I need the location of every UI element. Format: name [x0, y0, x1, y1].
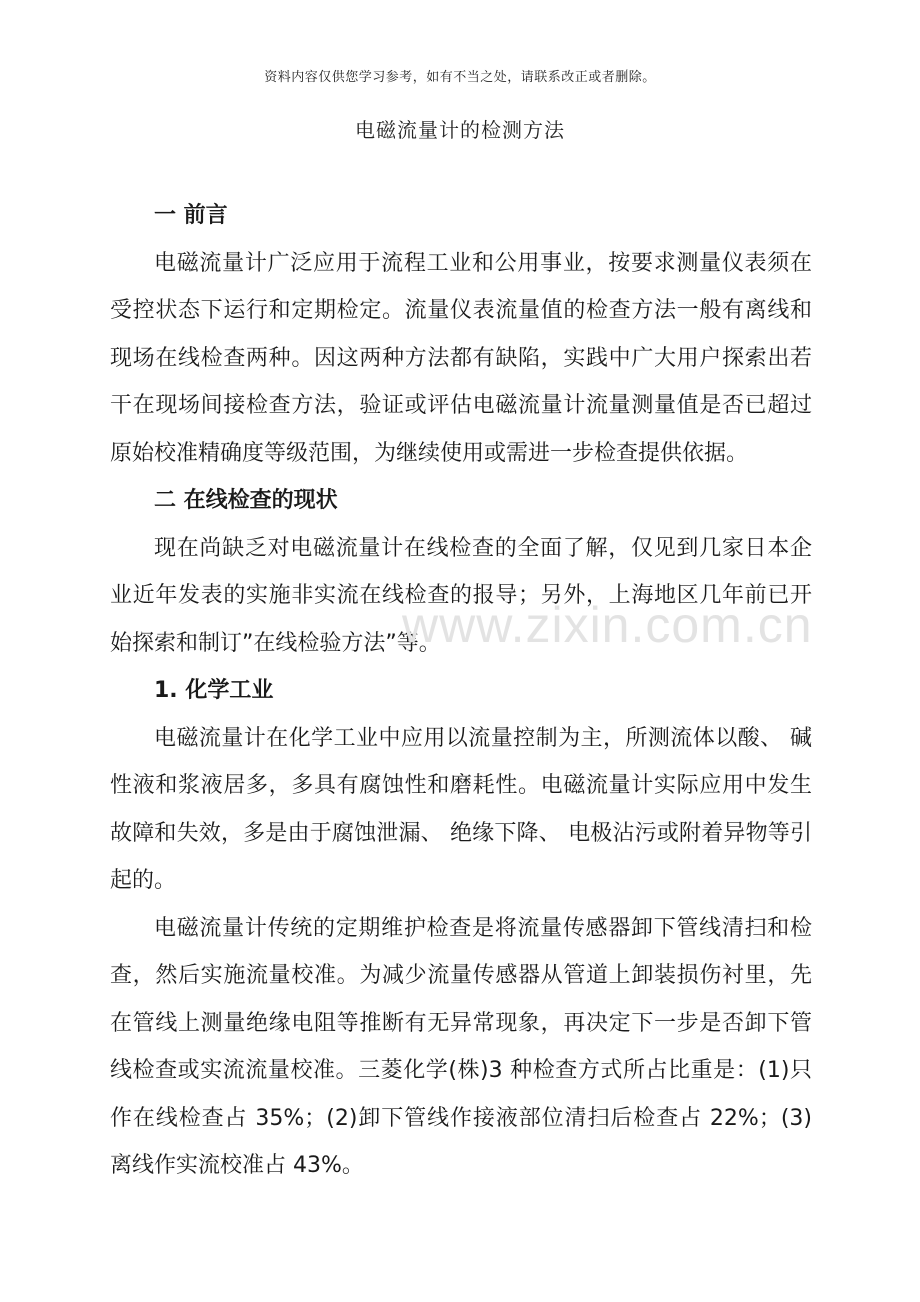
section-heading-status: 二 在线检查的现状 [154, 488, 338, 513]
paragraph-chemical-2: 电磁流量计传统的定期维护检查是将流量传感器卸下管线清扫和检查，然后实施流量校准。为减少流量传感器从管道上卸装损伤衬里，先在管线上测量绝缘电阻等推断有无异常现象，再决定下一步是否卸下管线检查或实流流量校准。三菱化学(株)3 种检查方式所占比重是：(1)只作在线检查占 35%；(2)卸下管线作接液部位清扫后检查占 22%；(3)离线作实流校准占 43%。 [110, 915, 812, 1178]
watermark-logo: www.zixin.com.cn [402, 597, 813, 653]
paragraph-chemical-1: 电磁流量计在化学工业中应用以流量控制为主，所测流体以酸、 碱性液和浆液居多，多具有腐蚀性和磨耗性。电磁流量计实际应用中发生故障和失效，多是由于腐蚀泄漏、 绝缘下降、 电极沾污或附着异物等引起的。 [110, 725, 812, 893]
document-body [110, 192, 812, 1190]
section-heading-intro: 一 前言 [154, 203, 228, 228]
header-disclaimer: 资料内容仅供您学习参考，如有不当之处，请联系改正或者删除。 [264, 70, 656, 85]
document-title: 电磁流量计的检测方法 [355, 118, 565, 142]
subsection-heading-chemical: 1. 化学工业 [154, 678, 274, 703]
paragraph-status: 现在尚缺乏对电磁流量计在线检查的全面了解，仅见到几家日本企业近年发表的实施非实流在线检查的报导；另外，上海地区几年前已开始探索和制订”在线检验方法”等。 [110, 535, 812, 656]
paragraph-intro: 电磁流量计广泛应用于流程工业和公用事业，按要求测量仪表须在受控状态下运行和定期检定。流量仪表流量值的检查方法一般有离线和现场在线检查两种。因这两种方法都有缺陷，实践中广大用户探索出若干在现场间接检查方法，验证或评估电磁流量计流量测量值是否已超过原始校准精确度等级范围，为继续使用或需进一步检查提供依据。 [110, 250, 812, 466]
